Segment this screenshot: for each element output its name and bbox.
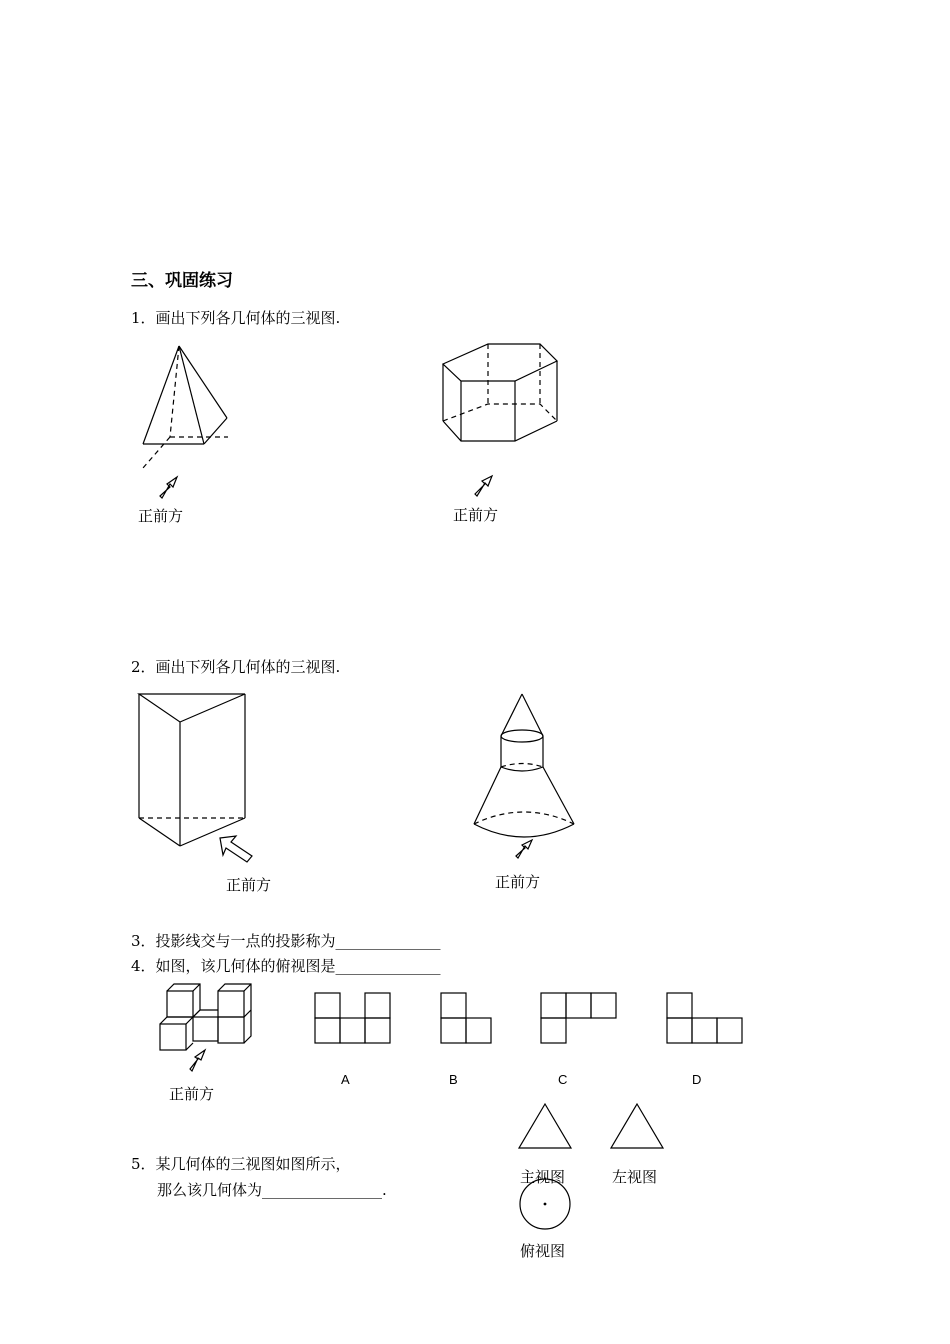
left-view-triangle xyxy=(611,1104,663,1148)
option-c-figure xyxy=(541,993,616,1043)
option-c-label: C xyxy=(558,1072,568,1087)
left-view-label: 左视图 xyxy=(612,1168,658,1186)
option-a-figure xyxy=(315,993,390,1043)
hexagonal-prism-figure xyxy=(443,344,557,441)
question-5-line1: 5．某几何体的三视图如图所示， xyxy=(131,1155,351,1173)
question-1-text: 1．画出下列各几何体的三视图. xyxy=(131,309,341,327)
q4-front-label: 正前方 xyxy=(169,1085,215,1103)
top-view-circle xyxy=(520,1179,570,1229)
option-d-figure xyxy=(667,993,742,1043)
top-view-label: 俯视图 xyxy=(520,1242,566,1260)
option-b-figure xyxy=(441,993,491,1043)
front-arrow-icon xyxy=(160,477,177,498)
q2-front-label-right: 正前方 xyxy=(495,873,541,891)
question-5-line2: 那么该几何体为________________. xyxy=(157,1181,387,1199)
front-arrow-icon xyxy=(220,836,252,862)
option-a-label: A xyxy=(341,1072,350,1087)
front-arrow-icon xyxy=(475,476,492,496)
q1-front-label-left: 正前方 xyxy=(138,507,184,525)
front-arrow-icon xyxy=(516,840,532,858)
cone-cylinder-figure xyxy=(474,694,574,837)
triangular-prism-figure xyxy=(139,694,245,846)
front-view-label: 主视图 xyxy=(520,1168,566,1186)
front-view-triangle xyxy=(519,1104,571,1148)
question-2-text: 2．画出下列各几何体的三视图. xyxy=(131,658,341,676)
front-arrow-icon xyxy=(190,1050,205,1071)
pyramid-figure xyxy=(143,346,228,468)
section-title: 三、巩固练习 xyxy=(131,271,233,291)
q1-front-label-right: 正前方 xyxy=(453,506,499,524)
question-3-text: 3．投影线交与一点的投影称为______________ xyxy=(131,932,441,950)
cube-structure-figure xyxy=(160,984,251,1050)
option-b-label: B xyxy=(449,1072,458,1087)
question-4-text: 4．如图，该几何体的俯视图是______________ xyxy=(131,957,441,975)
q2-front-label-left: 正前方 xyxy=(226,876,272,894)
option-d-label: D xyxy=(692,1072,702,1087)
